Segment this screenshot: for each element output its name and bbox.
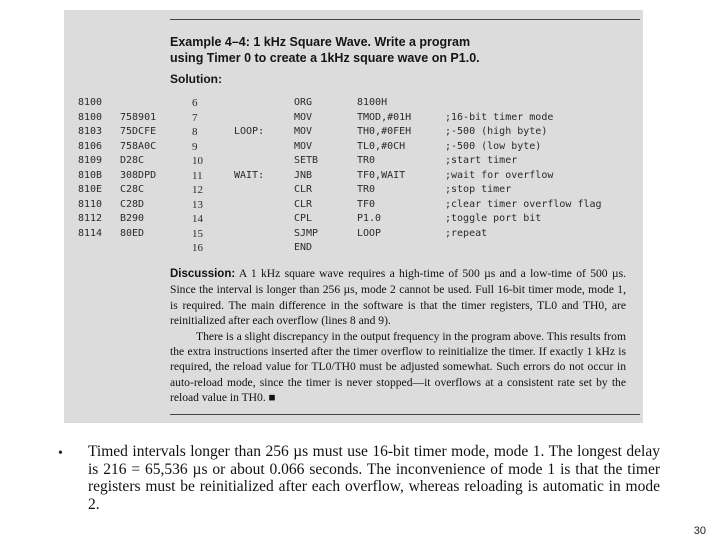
listing-mnemonic: END: [294, 242, 313, 253]
listing-mnemonic: MOV: [294, 111, 313, 123]
listing-address: 8112: [78, 213, 103, 224]
example-title-line-1: Example 4–4: 1 kHz Square Wave. Write a program: [170, 35, 471, 49]
listing-mnemonic: CLR: [294, 198, 313, 210]
listing-line-number: 15: [192, 227, 203, 240]
listing-operand: P1.0: [357, 213, 382, 224]
listing-mnemonic: CPL: [294, 213, 313, 224]
listing-row: [64, 141, 643, 156]
example-title: [170, 34, 480, 66]
listing-mnemonic: SJMP: [294, 227, 319, 239]
listing-address: 810E: [78, 184, 103, 195]
listing-operand: TMOD,#01H: [357, 111, 412, 123]
listing-label: LOOP:: [234, 126, 265, 137]
listing-operand: TH0,#0FEH: [357, 126, 412, 137]
listing-comment: ;-500 (high byte): [445, 126, 548, 137]
listing-comment: ;repeat: [445, 227, 488, 239]
listing-mnemonic: MOV: [294, 140, 313, 152]
bottom-rule: [170, 414, 640, 415]
listing-line-number: 8: [192, 126, 198, 138]
listing-operand: TR0: [357, 184, 376, 195]
listing-line-number: 10: [192, 155, 203, 167]
listing-row: [64, 155, 643, 170]
discussion-label: Discussion:: [170, 268, 236, 280]
listing-address: 8109: [78, 155, 103, 166]
top-rule: [170, 19, 640, 20]
discussion-text-1: A 1 kHz square wave requires a high-time of 500 µs and a low-time of 500 µs. Since the interval is longer than 256 µs, mode 2 cannot be used. Full 16-bit timer mode, mode 1, is required. The main difference in the software is that the timer registers, TL0 and TH0, are reinitialized after each overflow (lines 8 and 9).: [170, 267, 626, 328]
listing-line-number: 16: [192, 242, 203, 254]
listing-comment: ;toggle port bit: [445, 213, 542, 224]
listing-comment: ;clear timer overflow flag: [445, 198, 602, 210]
bullet-text: Timed intervals longer than 256 µs must use 16-bit timer mode, mode 1. The longest delay is 216 = 65,536 µs or about 0.066 seconds. The inconvenience of mode 1 is that the timer registers must be reinitialized after each overflow, whereas reloading is automatic in mode 2.: [88, 443, 660, 513]
discussion-block: [170, 266, 626, 406]
listing-object-code: D28C: [120, 155, 145, 166]
listing-comment: ;stop timer: [445, 184, 512, 195]
listing-operand: TF0: [357, 198, 376, 210]
listing-address: 8110: [78, 198, 103, 210]
listing-line-number: 6: [192, 97, 198, 109]
listing-comment: ;-500 (low byte): [445, 140, 542, 152]
page-number: 30: [693, 525, 706, 537]
listing-address: 8103: [78, 126, 103, 137]
listing-line-number: 7: [192, 111, 198, 124]
listing-operand: 8100H: [357, 97, 388, 108]
listing-object-code: 758901: [120, 111, 157, 123]
listing-operand: TR0: [357, 155, 376, 166]
listing-address: 810B: [78, 169, 103, 181]
listing-mnemonic: SETB: [294, 155, 319, 166]
listing-object-code: 308DPD: [120, 169, 157, 181]
listing-object-code: C28C: [120, 184, 145, 195]
listing-line-number: 12: [192, 184, 203, 196]
discussion-paragraph-2: There is a slight discrepancy in the output frequency in the program above. This results from the extra instructions inserted after the timer overflow to reinitialize the timer. If exactly 1 kHz is required, the reload value for TL0/TH0 must be adjusted somewhat. Such errors do not occur in auto-reload mode, since the timer is never stopped—it overflows at a consistent rate set by the reload value in TH0. ■: [170, 329, 626, 405]
listing-object-code: C28D: [120, 198, 145, 210]
listing-mnemonic: CLR: [294, 184, 313, 195]
listing-object-code: 80ED: [120, 227, 145, 239]
listing-address: 8100: [78, 97, 103, 108]
listing-address: 8100: [78, 111, 103, 123]
listing-row: [64, 228, 643, 243]
listing-label: WAIT:: [234, 169, 265, 181]
listing-object-code: 758A0C: [120, 140, 157, 152]
listing-mnemonic: ORG: [294, 97, 313, 108]
listing-object-code: B290: [120, 213, 145, 224]
listing-comment: ;wait for overflow: [445, 169, 554, 181]
listing-line-number: 13: [192, 198, 203, 211]
listing-row: [64, 112, 643, 127]
listing-address: 8106: [78, 140, 103, 152]
listing-object-code: 75DCFE: [120, 126, 157, 137]
discussion-paragraph-1: [170, 266, 626, 329]
listing-mnemonic: JNB: [294, 169, 313, 181]
listing-row: [64, 184, 643, 199]
listing-row: [64, 170, 643, 185]
listing-comment: ;start timer: [445, 155, 518, 166]
listing-mnemonic: MOV: [294, 126, 313, 137]
listing-line-number: 9: [192, 140, 198, 153]
listing-line-number: 11: [192, 169, 203, 182]
solution-label: Solution:: [170, 72, 222, 86]
listing-operand: TL0,#0CH: [357, 140, 406, 152]
bullet-marker: •: [58, 446, 63, 461]
listing-operand: LOOP: [357, 227, 382, 239]
assembly-listing: [64, 97, 643, 257]
example-title-line-2: using Timer 0 to create a 1kHz square wave on P1.0.: [170, 51, 480, 65]
listing-row: [64, 97, 643, 112]
listing-comment: ;16-bit timer mode: [445, 111, 554, 123]
listing-operand: TF0,WAIT: [357, 169, 406, 181]
scanned-textbook-page: [64, 10, 643, 423]
listing-line-number: 14: [192, 213, 203, 225]
listing-row: [64, 126, 643, 141]
listing-row: [64, 242, 643, 257]
listing-address: 8114: [78, 227, 103, 239]
listing-row: [64, 213, 643, 228]
listing-row: [64, 199, 643, 214]
